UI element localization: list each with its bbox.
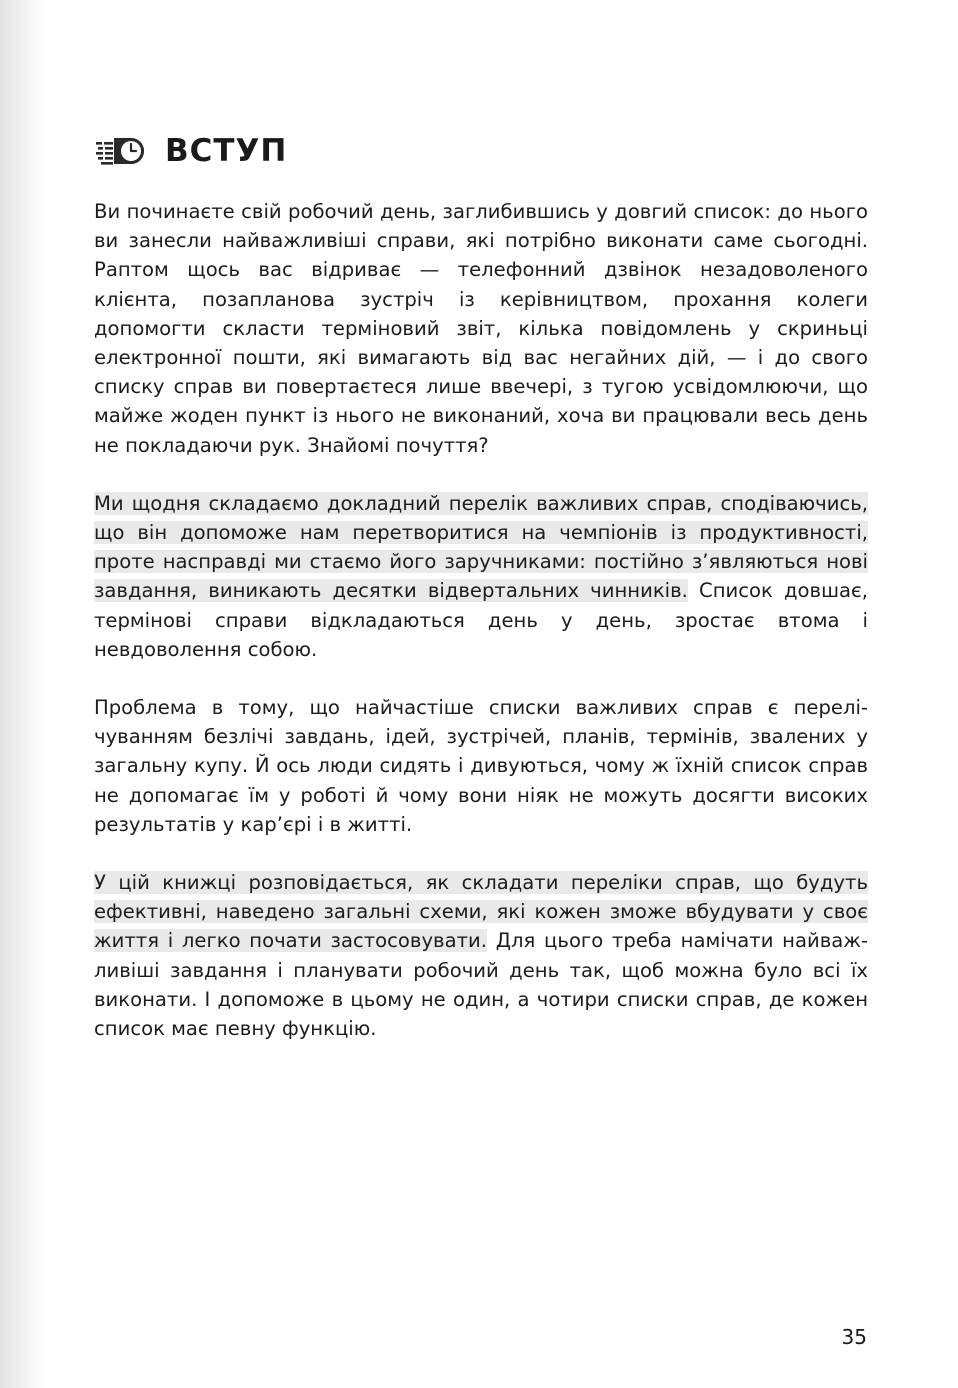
paragraph (94, 489, 868, 664)
body-text (94, 197, 868, 1072)
paragraph (94, 868, 868, 1043)
page-title: ВСТУП (165, 133, 288, 169)
highlighted-text: У цій книжці розповідається, як складати переліки справ, що будуть ефективні, наведено загальні схеми, які кожен зможе вбудувати у своє життя і легко почати застосовувати. (94, 871, 868, 953)
paragraph-text: Проблема в тому, що найчастіше списки важливих справ є перелічуванням безлічі завдань, ідей, зустрічей, планів, термінів, звалених у загальну купу. Й ось люди сидять і дивуються, чому ж їхній список справ не допомагає їм у роботі й чому вони ніяк не можуть досягти високих результатів у кар’єрі і в житті. (94, 696, 868, 836)
section-heading (95, 128, 287, 174)
paragraph-text: Ви починаєте свій робочий день, заглибившись у довгий список: до нього ви занесли найважливіші справи, які потрібно виконати саме сьогодні. Раптом щось вас відриває — телефонний дзвінок незадоволеного клієнта, позапланова зустріч із керівництвом, прохання колеги допомогти скласти терміновий звіт, кілька повідомлень у скриньці електронної пошти, які вимагають від вас негайних дій, — і до свого списку справ ви повертаєтеся лише ввечері, з тугою усвідомлюючи, що майже жоден пункт із нього не виконаний, хоча ви працювали весь день не покладаючи рук. Знайомі почуття? (94, 200, 868, 457)
paragraph-text: Список довшає, термінові справи відкладаються день у день, зростає втома і невдоволення собою. (94, 579, 868, 661)
paragraph (94, 693, 868, 839)
highlighted-text: Ми щодня складаємо докладний перелік важливих справ, сподіваючись, що він допоможе нам перетворитися на чемпіонів із продуктивності, проте насправді ми стаємо його заручниками: постійно з’являються нові завдання, виникають десятки відвертальних чинників. (94, 491, 868, 603)
clock-speed-icon (95, 134, 149, 168)
page-number: 35 (841, 1325, 867, 1349)
paragraph (94, 197, 868, 460)
page-gutter-shadow (0, 0, 46, 1388)
paragraph-text: Для цього треба намічати найважливіші завдання і планувати робочий день так, щоб можна було всі їх виконати. І допоможе в цьому не один, а чотири списки справ, де кожен список має певну функцію. (94, 929, 868, 1041)
